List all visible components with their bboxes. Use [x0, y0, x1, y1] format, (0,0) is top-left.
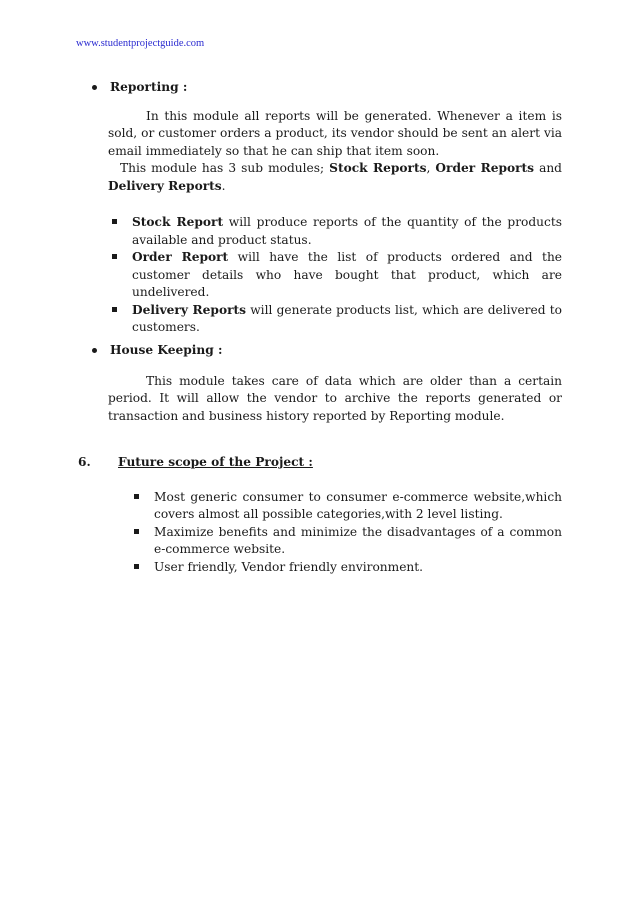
housekeeping-section — [92, 342, 562, 425]
header-url-link[interactable]: www.studentprojectguide.com — [76, 38, 205, 49]
list-item — [108, 214, 562, 249]
para2-stock-reports: Stock Reports — [329, 161, 427, 175]
future-scope-heading — [78, 454, 562, 472]
list-item-text: Maximize benefits and minimize the disadvantages of a common e-commerce website. — [154, 524, 562, 556]
list-item-text: will generate products list, which are delivered to customers. — [132, 302, 562, 334]
square-bullet-icon — [134, 529, 139, 534]
square-bullet-icon — [112, 307, 117, 312]
housekeeping-heading-text: House Keeping : — [110, 343, 223, 357]
reporting-paragraph-2 — [108, 160, 562, 195]
future-scope-section — [78, 454, 562, 576]
housekeeping-heading — [92, 342, 562, 360]
square-bullet-icon — [134, 494, 139, 499]
section-number: 6. — [78, 455, 91, 469]
para2-text: This module has 3 sub modules; — [120, 161, 330, 175]
reporting-heading — [92, 79, 562, 97]
list-item-text: User friendly, Vendor friendly environment. — [154, 559, 424, 574]
para2-sep: , — [426, 161, 436, 175]
square-bullet-icon — [112, 219, 117, 224]
list-item-text: will have the list of products ordered and the customer details who have bought that product, which are undelivered. — [132, 250, 563, 299]
list-item-bold: Stock Report — [132, 215, 224, 229]
square-bullet-icon — [134, 564, 139, 569]
future-scope-list — [130, 489, 562, 577]
list-item — [108, 302, 562, 337]
para2-order-reports: Order Reports — [435, 161, 535, 175]
list-item — [130, 524, 562, 559]
list-item — [130, 489, 562, 524]
list-item-bold: Order Report — [132, 250, 229, 264]
para2-sep: and — [534, 161, 562, 175]
para2-delivery-reports: Delivery Reports — [108, 178, 222, 193]
list-item-text: Most generic consumer to consumer e-commerce website,which covers almost all possible categories,with 2 level listing. — [154, 489, 562, 521]
bullet-dot-icon — [92, 348, 97, 353]
housekeeping-paragraph: This module takes care of data which are older than a certain period. It will allow the vendor to archive the reports generated or transaction and business history reported by Reporting module. — [108, 373, 562, 423]
reporting-sub-list — [108, 214, 562, 337]
list-item-bold: Delivery Reports — [132, 302, 246, 317]
para2-end: . — [221, 178, 226, 193]
list-item — [108, 249, 562, 302]
bullet-dot-icon — [92, 85, 97, 90]
reporting-paragraph-1: In this module all reports will be generated. Whenever a item is sold, or customer orders a product, its vendor should be sent an alert via email immediately so that he can ship that item soon. — [108, 108, 562, 158]
future-scope-heading-text: Future scope of the Project : — [118, 455, 313, 469]
list-item-text: will produce reports of the quantity of the products available and product status. — [132, 215, 562, 247]
square-bullet-icon — [112, 254, 117, 259]
reporting-section — [92, 79, 562, 337]
list-item — [130, 559, 562, 577]
reporting-heading-text: Reporting : — [110, 80, 188, 94]
